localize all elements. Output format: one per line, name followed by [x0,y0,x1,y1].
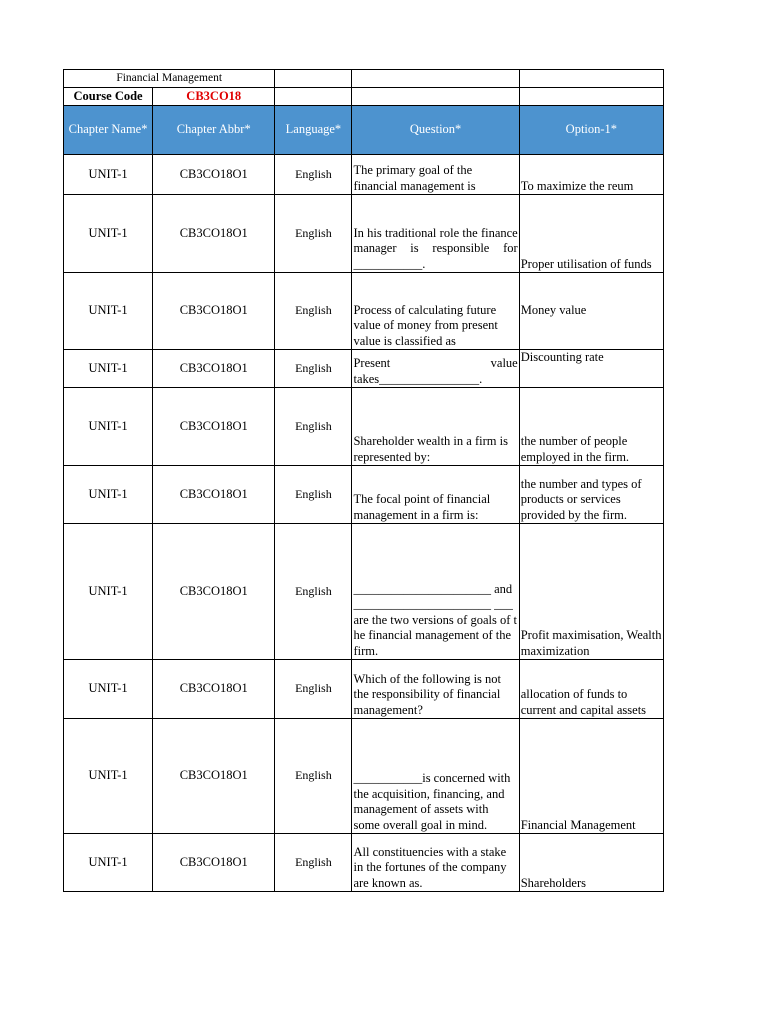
question-cell: Process of calculating future value of money from present value is classified as [352,273,519,350]
question-cell: Present value takes________________. [352,350,519,388]
chapter-abbr-cell: CB3CO18O1 [153,388,275,466]
question-cell: ______________________ and ______________________ ___ are the two versions of goals of the financial management of the firm. [352,524,519,660]
language-cell: English [275,155,352,195]
table-row [64,660,664,719]
title-row [64,70,664,88]
table-row [64,524,664,660]
header-question: Question* [352,106,519,155]
chapter-name-cell: UNIT-1 [64,273,153,350]
chapter-abbr-cell: CB3CO18O1 [153,834,275,892]
chapter-name-cell: UNIT-1 [64,195,153,273]
option-1-cell: Profit maximisation, Wealth maximization [519,524,663,660]
header-language: Language* [275,106,352,155]
course-code-row [64,88,664,106]
question-cell: All constituencies with a stake in the fortunes of the company are known as. [352,834,519,892]
language-cell: English [275,195,352,273]
language-cell: English [275,660,352,719]
question-cell: In his traditional role the finance manager is responsible for ___________. [352,195,519,273]
language-cell: English [275,466,352,524]
option-1-cell: the number of people employed in the firm. [519,388,663,466]
header-chapter-name: Chapter Name* [64,106,153,155]
option-1-cell: allocation of funds to current and capital assets [519,660,663,719]
empty-cell [519,88,663,106]
chapter-abbr-cell: CB3CO18O1 [153,466,275,524]
empty-cell [275,88,352,106]
chapter-abbr-cell: CB3CO18O1 [153,155,275,195]
question-cell: Which of the following is not the responsibility of financial management? [352,660,519,719]
chapter-name-cell: UNIT-1 [64,155,153,195]
table-row [64,388,664,466]
chapter-name-cell: UNIT-1 [64,466,153,524]
table-row [64,834,664,892]
chapter-abbr-cell: CB3CO18O1 [153,524,275,660]
option-1-cell: Financial Management [519,719,663,834]
question-cell: ___________is concerned with the acquisition, financing, and management of assets with some overall goal in mind. [352,719,519,834]
course-code-value: CB3CO18 [153,88,275,106]
chapter-abbr-cell: CB3CO18O1 [153,195,275,273]
language-cell: English [275,273,352,350]
language-cell: English [275,719,352,834]
header-chapter-abbr: Chapter Abbr* [153,106,275,155]
option-1-cell: Proper utilisation of funds [519,195,663,273]
chapter-abbr-cell: CB3CO18O1 [153,350,275,388]
language-cell: English [275,834,352,892]
language-cell: English [275,524,352,660]
chapter-name-cell: UNIT-1 [64,524,153,660]
empty-cell [519,70,663,88]
chapter-name-cell: UNIT-1 [64,388,153,466]
course-code-label: Course Code [64,88,153,106]
table-row [64,273,664,350]
chapter-name-cell: UNIT-1 [64,719,153,834]
question-cell: The primary goal of the financial management is [352,155,519,195]
chapter-abbr-cell: CB3CO18O1 [153,273,275,350]
sheet-title: Financial Management [64,70,275,88]
chapter-name-cell: UNIT-1 [64,834,153,892]
option-1-cell: Discounting rate [519,350,663,388]
question-cell: The focal point of financial management in a firm is: [352,466,519,524]
option-1-cell: the number and types of products or services provided by the firm. [519,466,663,524]
option-1-cell: To maximize the reum [519,155,663,195]
header-row [64,106,664,155]
language-cell: English [275,350,352,388]
table-row [64,719,664,834]
question-cell: Shareholder wealth in a firm is represented by: [352,388,519,466]
header-option-1: Option-1* [519,106,663,155]
table-row [64,350,664,388]
chapter-name-cell: UNIT-1 [64,660,153,719]
chapter-abbr-cell: CB3CO18O1 [153,719,275,834]
chapter-name-cell: UNIT-1 [64,350,153,388]
empty-cell [275,70,352,88]
empty-cell [352,88,519,106]
question-sheet-table [63,69,664,892]
option-1-cell: Money value [519,273,663,350]
language-cell: English [275,388,352,466]
table-row [64,195,664,273]
option-1-cell: Shareholders [519,834,663,892]
empty-cell [352,70,519,88]
chapter-abbr-cell: CB3CO18O1 [153,660,275,719]
table-row [64,155,664,195]
table-row [64,466,664,524]
